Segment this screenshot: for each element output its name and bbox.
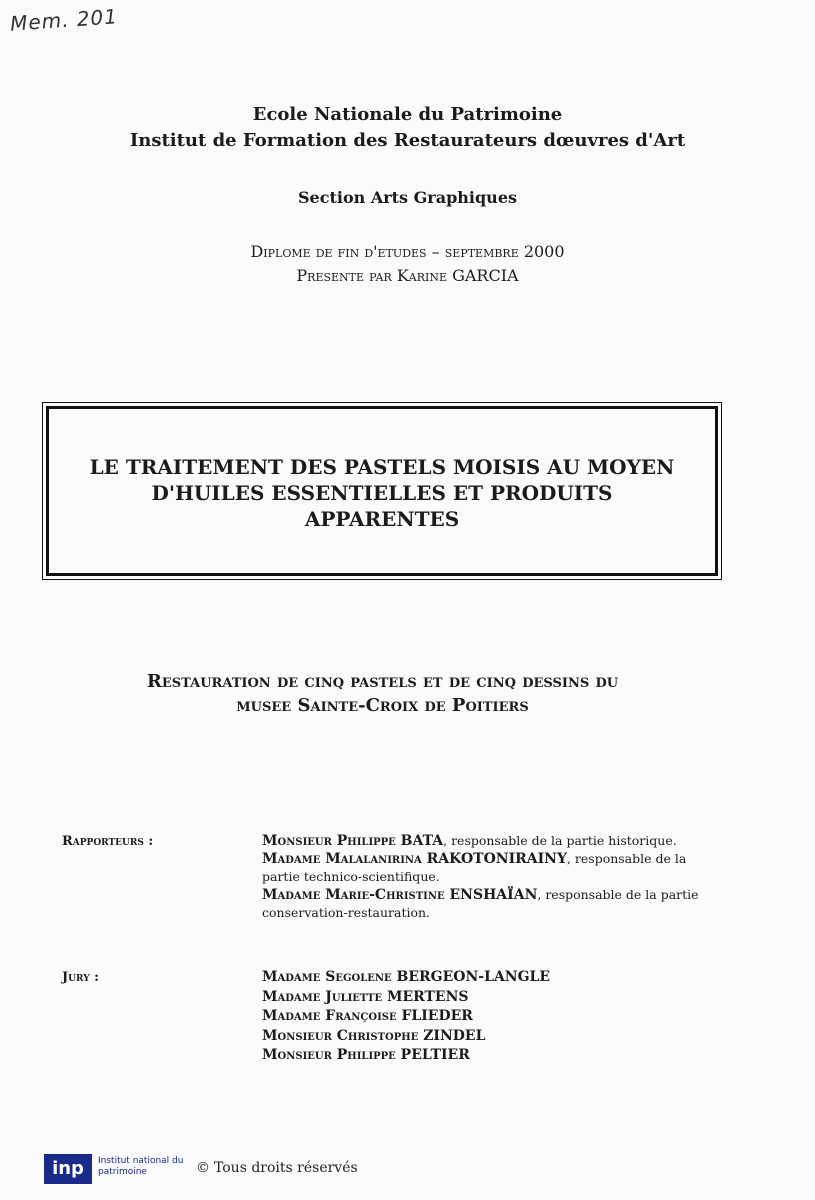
rapporteur-role: , responsable de la partie historique. xyxy=(443,833,677,848)
section-name: Section Arts Graphiques xyxy=(298,188,517,207)
institute-name: Institut de Formation des Restaurateurs dœuvres d'Art xyxy=(129,130,686,151)
rapporteur-role: , responsable de la partie conservation-restauration. xyxy=(262,887,699,920)
jury-member-name: Madame Segolene BERGEON-LANGLE xyxy=(262,969,551,985)
diploma-line: Diplome de fin d'etudes – septembre 2000 xyxy=(250,242,565,261)
jury-member-name: Madame Françoise FLIEDER xyxy=(262,1008,473,1024)
jury-member xyxy=(262,988,712,1008)
title-line-2: D'HUILES ESSENTIELLES ET PRODUITS xyxy=(151,481,613,505)
title-line-3: APPARENTES xyxy=(304,507,460,531)
rights-text: Tous droits réservés xyxy=(214,1160,358,1176)
rapporteur-name: Monsieur Philippe BATA xyxy=(262,833,444,849)
institution-name: Ecole Nationale du Patrimoine xyxy=(252,104,563,125)
rapporteur-entry xyxy=(262,832,712,850)
subtitle-line-2: musee Sainte-Croix de Poitiers xyxy=(236,695,529,716)
rapporteur-entry xyxy=(262,850,712,886)
rapporteur-name: Madame Marie-Christine ENSHAÏAN xyxy=(262,887,538,903)
footer xyxy=(44,1152,444,1186)
rapporteurs-label: Rapporteurs : xyxy=(62,834,154,849)
presented-by: Presente par Karine GARCIA xyxy=(296,266,519,285)
title-line-1: LE TRAITEMENT DES PASTELS MOISIS AU MOYEN xyxy=(89,455,675,479)
subtitle-line-1: Restauration de cinq pastels et de cinq dessins du xyxy=(146,671,619,692)
jury-member-name: Monsieur Christophe ZINDEL xyxy=(262,1027,486,1044)
jury-member xyxy=(262,1027,712,1047)
jury-member xyxy=(262,1046,712,1066)
inp-logo: inp xyxy=(44,1154,92,1184)
jury-member xyxy=(262,1007,712,1027)
jury-label: Jury : xyxy=(62,970,99,985)
rights-notice xyxy=(196,1160,358,1176)
jury-list xyxy=(262,968,712,1066)
subtitle xyxy=(60,670,705,718)
copyright-icon: © xyxy=(196,1160,210,1176)
rapporteur-role: , responsable de la partie technico-scientifique. xyxy=(262,851,687,884)
rapporteur-name: Madame Malalanirina RAKOTONIRAINY xyxy=(262,851,567,867)
rapporteur-entry xyxy=(262,886,712,922)
jury-member xyxy=(262,968,712,988)
logo-caption: Institut national du patrimoine xyxy=(98,1156,184,1177)
thesis-title xyxy=(46,454,718,532)
jury-member-name: Madame Juliette MERTENS xyxy=(262,988,469,1005)
handwritten-note: Mem. 201 xyxy=(9,4,119,36)
jury-member-name: Monsieur Philippe PELTIER xyxy=(262,1047,470,1063)
rapporteurs-list xyxy=(262,832,712,922)
